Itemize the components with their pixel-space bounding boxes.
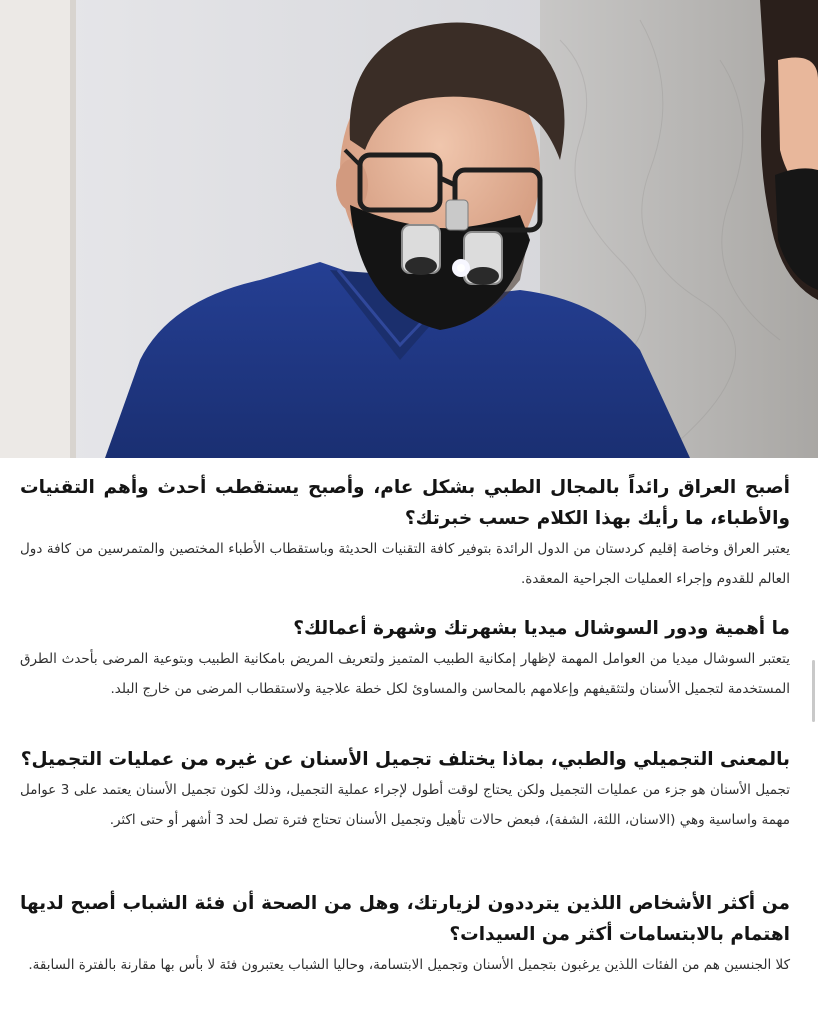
qa-section-3 (20, 744, 790, 835)
qa-section-2 (20, 613, 790, 704)
interview-article (0, 458, 818, 1024)
question-heading: أصبح العراق رائداً بالمجال الطبي بشكل عام، وأصبح يستقطب أحدث وأهم التقنيات والأطباء، ما رأيك بهذا الكلام حسب خبرتك؟ (20, 477, 790, 529)
answer-paragraph: تجميل الأسنان هو جزء من عمليات التجميل ولكن يحتاج لوقت أطول لإجراء عملية التجميل، وذلك لكون تجميل الأسنان يعتمد على 3 عوامل مهمة واساسية وهي (الاسنان، اللثة، الشفة)، فبعض حالات تأهيل وتجميل الأسنان تحتاج فترة تصل لحد 3 أشهر أو حتى اكثر. (20, 782, 790, 828)
question-heading: بالمعنى التجميلي والطبي، بماذا يختلف تجميل الأسنان عن غيره من عمليات التجميل؟ (20, 749, 790, 770)
question-heading: من أكثر الأشخاص اللذين يترددون لزيارتك، وهل من الصحة أن فئة الشباب أصبح لديها اهتمام بالابتسامات أكثر من السيدات؟ (20, 893, 790, 945)
scroll-indicator[interactable] (812, 660, 815, 722)
portrait-illustration (0, 0, 818, 458)
question-heading: ما أهمية ودور السوشال ميديا بشهرتك وشهرة أعمالك؟ (293, 618, 790, 639)
answer-paragraph: يتعتبر السوشال ميديا من العوامل المهمة لإظهار إمكانية الطبيب المتميز ولتعريف المريض بامكانية الطبيب وبتوعية المرضى بأحدث الطرق المستخدمة لتجميل الأسنان ولتثقيفهم وإعلامهم بالمحاسن والمساوئ لكل خطة علاجية ولاستقطاب المرضى من خارج البلد. (20, 651, 790, 697)
answer-paragraph: يعتبر العراق وخاصة إقليم كردستان من الدول الرائدة بتوفير كافة التقنيات الحديثة وباستقطاب الأطباء المختصين والمتمرسين من كافة دول العالم للقدوم وإجراء العمليات الجراحية المعقدة. (20, 541, 790, 587)
answer-paragraph: كلا الجنسين هم من الفئات اللذين يرغبون بتجميل الأسنان وتجميل الابتسامة، وحاليا الشباب يعتبرون فئة لا بأس بها مقارنة بالفترة السابقة. (28, 957, 790, 973)
qa-section-1 (20, 472, 790, 594)
qa-section-4 (20, 888, 790, 980)
dentist-portrait-photo (0, 0, 818, 458)
